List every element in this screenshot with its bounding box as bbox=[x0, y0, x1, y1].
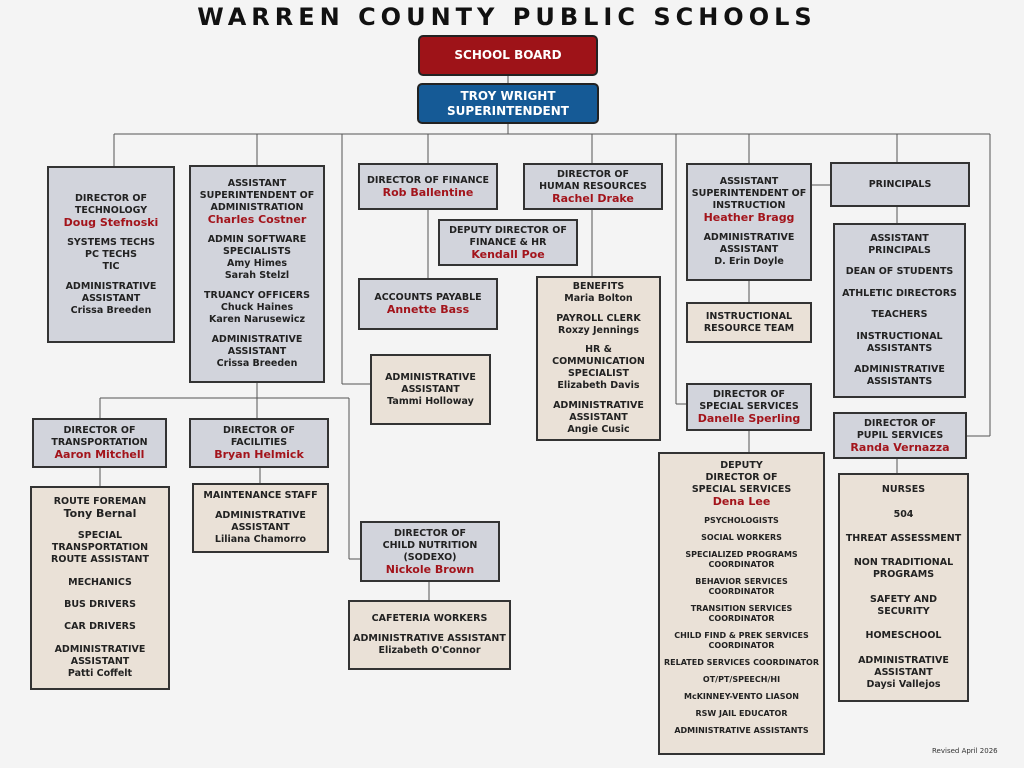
cafeteria-title: CAFETERIA WORKERS bbox=[371, 613, 488, 624]
transport-staff-item: MECHANICS bbox=[68, 576, 132, 588]
principals-label: PRINCIPALS bbox=[868, 178, 932, 190]
maintenance-admin-name: Liliana Chamorro bbox=[214, 534, 307, 545]
hr-box bbox=[523, 163, 663, 210]
asa-truancy-name: Karen Narusewicz bbox=[208, 314, 306, 325]
nutrition-title-2: CHILD NUTRITION bbox=[382, 539, 478, 551]
superintendent-name: TROY WRIGHT bbox=[460, 88, 556, 103]
transport-staff-item: ROUTE FOREMAN bbox=[53, 496, 147, 508]
superintendent-box bbox=[417, 83, 599, 124]
transport-staff-item: Patti Coffelt bbox=[67, 667, 133, 679]
dss-item: OT/PT/SPEECH/HI bbox=[702, 675, 781, 684]
facilities-name: Bryan Helmick bbox=[214, 448, 304, 461]
pupil-title-1: DIRECTOR OF bbox=[864, 417, 936, 429]
dss-title-2: DIRECTOR OF bbox=[705, 472, 778, 483]
asa-title-2: SUPERINTENDENT OF bbox=[199, 190, 315, 201]
school-board-box bbox=[418, 35, 598, 76]
principal-staff-item: INSTRUCTIONAL bbox=[856, 330, 943, 342]
hr-admin-2: ASSISTANT bbox=[569, 412, 628, 424]
asa-software-2: SPECIALISTS bbox=[223, 246, 291, 257]
pupil-staff-group bbox=[858, 655, 949, 691]
dss-item: SOCIAL WORKERS bbox=[701, 533, 782, 542]
tammi-title-2: ASSISTANT bbox=[401, 383, 460, 395]
asa-admin-2: ASSISTANT bbox=[227, 346, 287, 357]
deputy-special-services-box bbox=[658, 452, 825, 755]
principal-staff-item: ASSISTANT PRINCIPALS bbox=[868, 232, 931, 256]
technology-box bbox=[47, 166, 175, 343]
hrcomm-name: Elizabeth Davis bbox=[557, 380, 640, 392]
principal-staff-item-group bbox=[856, 331, 942, 355]
irt-line-1: INSTRUCTIONAL bbox=[705, 310, 793, 322]
hr-title-1: DIRECTOR OF bbox=[557, 168, 629, 180]
asa-title-3: ADMINISTRATION bbox=[210, 202, 304, 213]
principal-staff-item: DEAN OF STUDENTS bbox=[845, 266, 954, 278]
admin-assistant-superintendent-box bbox=[370, 354, 491, 425]
dss-item: COORDINATOR bbox=[708, 641, 775, 650]
principal-staff-item: ASSISTANTS bbox=[866, 342, 933, 354]
pupil-services-box bbox=[833, 412, 967, 459]
irt-line-2: RESOURCE TEAM bbox=[703, 322, 795, 334]
transport-staff-item: CAR DRIVERS bbox=[64, 621, 136, 633]
technology-item: SYSTEMS TECHS bbox=[67, 236, 155, 248]
technology-title-1: DIRECTOR OF bbox=[75, 192, 147, 204]
principals-box bbox=[830, 162, 970, 207]
dss-item: RSW JAIL EDUCATOR bbox=[695, 709, 788, 718]
school-board-label: SCHOOL BOARD bbox=[454, 48, 562, 62]
asi-title-1: ASSISTANT bbox=[719, 176, 779, 187]
asa-truancy-name: Chuck Haines bbox=[220, 302, 294, 313]
dss-item: COORDINATOR bbox=[708, 587, 775, 596]
payroll-title: PAYROLL CLERK bbox=[556, 312, 641, 324]
dss-item: PSYCHOLOGISTS bbox=[704, 516, 779, 525]
hr-name: Rachel Drake bbox=[552, 191, 634, 205]
asa-software-name: Amy Himes bbox=[227, 258, 287, 269]
principal-staff-item: ADMINISTRATIVE bbox=[854, 364, 945, 376]
instructional-resource-team-box bbox=[686, 302, 812, 343]
technology-admin-2: ASSISTANT bbox=[81, 292, 141, 304]
deputy-finance-box bbox=[438, 219, 578, 266]
hr-title-2: HUMAN RESOURCES bbox=[539, 180, 647, 192]
tammi-name: Tammi Holloway bbox=[387, 395, 474, 407]
deputy-finance-title-1: DEPUTY DIRECTOR OF bbox=[449, 224, 567, 236]
transportation-staff-box bbox=[30, 486, 170, 690]
dss-item: McKINNEY-VENTO LIASON bbox=[683, 692, 799, 701]
pupil-staff-item: 504 bbox=[893, 508, 914, 520]
asi-title-2: SUPERINTENDENT OF bbox=[691, 188, 807, 199]
dss-name: Dena Lee bbox=[712, 495, 771, 508]
asst-supt-instruction-box bbox=[686, 163, 812, 281]
transport-staff-item: ADMINISTRATIVE bbox=[54, 643, 146, 655]
benefits-title: BENEFITS bbox=[572, 281, 625, 292]
transport-staff-item: SPECIAL bbox=[77, 530, 123, 542]
asi-name: Heather Bragg bbox=[703, 211, 795, 224]
cafeteria-box bbox=[348, 600, 511, 670]
technology-admin-1: ADMINISTRATIVE bbox=[65, 280, 157, 292]
pupil-staff-item: SECURITY bbox=[877, 605, 930, 617]
dss-item: COORDINATOR bbox=[708, 614, 775, 623]
hr-admin-name: Angie Cusic bbox=[567, 424, 630, 436]
principal-staff-item: ATHLETIC DIRECTORS bbox=[842, 287, 957, 299]
hrcomm-title-1: HR & COMMUNICATION bbox=[552, 344, 645, 368]
technology-title-2: TECHNOLOGY bbox=[74, 204, 148, 216]
dss-item: ADMINISTRATIVE ASSISTANTS bbox=[674, 726, 809, 735]
pupil-name: Randa Vernazza bbox=[850, 440, 950, 454]
pupil-staff-item: ASSISTANT bbox=[874, 666, 933, 678]
special-title-1: DIRECTOR OF bbox=[713, 389, 785, 400]
asa-title-1: ASSISTANT bbox=[227, 178, 287, 189]
pupil-staff-item: THREAT ASSESSMENT bbox=[845, 533, 962, 545]
transport-staff-item: ROUTE ASSISTANT bbox=[51, 554, 149, 566]
pupil-staff-item: ADMINISTRATIVE bbox=[858, 654, 949, 666]
special-title-2: SPECIAL SERVICES bbox=[699, 401, 799, 412]
nutrition-title-1: DIRECTOR OF bbox=[394, 527, 466, 539]
pupil-staff-group bbox=[854, 557, 953, 581]
cafeteria-admin-name: Elizabeth O'Connor bbox=[378, 645, 481, 656]
accounts-payable-box bbox=[358, 278, 498, 330]
principal-staff-item: TEACHERS bbox=[871, 309, 928, 321]
benefits-name: Maria Bolton bbox=[564, 293, 633, 304]
pupil-staff-item: NURSES bbox=[881, 484, 926, 496]
technology-item: PC TECHS bbox=[85, 248, 137, 260]
transport-staff-item: TRANSPORTATION bbox=[51, 542, 149, 554]
principal-staff-box bbox=[833, 223, 966, 398]
transport-title-2: TRANSPORTATION bbox=[51, 437, 148, 448]
asa-name: Charles Costner bbox=[207, 213, 307, 226]
transport-staff-item: BUS DRIVERS bbox=[64, 599, 136, 611]
maintenance-title: MAINTENANCE STAFF bbox=[203, 490, 318, 501]
hr-staff-box bbox=[536, 276, 661, 441]
transport-name: Aaron Mitchell bbox=[54, 448, 145, 461]
accounts-title: ACCOUNTS PAYABLE bbox=[374, 292, 482, 303]
accounts-name: Annette Bass bbox=[386, 303, 470, 316]
maintenance-admin-2: ASSISTANT bbox=[231, 522, 290, 533]
dss-item: CHILD FIND & PREK SERVICES bbox=[674, 631, 809, 640]
pupil-staff-item: PROGRAMS bbox=[872, 569, 935, 581]
transport-staff-group bbox=[55, 644, 146, 680]
dss-item: TRANSITION SERVICES bbox=[690, 604, 793, 613]
superintendent-title: SUPERINTENDENT bbox=[447, 103, 569, 118]
hr-admin-1: ADMINISTRATIVE bbox=[553, 400, 644, 412]
payroll-name: Roxzy Jennings bbox=[558, 324, 639, 336]
dss-item: BEHAVIOR SERVICES bbox=[695, 577, 788, 586]
facilities-box bbox=[189, 418, 329, 468]
transport-staff-item: Tony Bernal bbox=[63, 507, 137, 521]
dss-item: COORDINATOR bbox=[708, 560, 775, 569]
dss-item: SPECIALIZED PROGRAMS bbox=[685, 550, 798, 559]
pupil-staff-group bbox=[870, 594, 937, 618]
special-name: Danelle Sperling bbox=[697, 412, 801, 425]
asi-admin-1: ADMINISTRATIVE bbox=[703, 232, 795, 243]
technology-item: TIC bbox=[102, 260, 120, 272]
facilities-title: DIRECTOR OF FACILITIES bbox=[223, 425, 295, 448]
maintenance-box bbox=[192, 483, 329, 553]
nutrition-name: Nickole Brown bbox=[385, 562, 475, 576]
technology-admin-name: Crissa Breeden bbox=[70, 304, 152, 316]
pupil-staff-box bbox=[838, 473, 969, 702]
finance-title: DIRECTOR OF FINANCE bbox=[367, 174, 489, 186]
asi-admin-name: D. Erin Doyle bbox=[714, 256, 784, 267]
dss-title-1: DEPUTY bbox=[720, 460, 763, 471]
principal-staff-item-group bbox=[854, 364, 945, 388]
transport-staff-group bbox=[51, 530, 149, 566]
pupil-title-2: PUPIL SERVICES bbox=[856, 429, 944, 441]
deputy-finance-title-2: FINANCE & HR bbox=[469, 236, 547, 248]
transport-staff-item: ASSISTANT bbox=[70, 655, 130, 667]
asa-software-name: Sarah Stelzl bbox=[224, 270, 290, 281]
pupil-staff-item: Daysi Vallejos bbox=[866, 678, 941, 690]
asi-admin-2: ASSISTANT bbox=[719, 244, 779, 255]
principal-staff-item: ASSISTANTS bbox=[866, 376, 933, 388]
cafeteria-admin: ADMINISTRATIVE ASSISTANT bbox=[353, 633, 506, 644]
asst-supt-administration-box bbox=[189, 165, 325, 383]
finance-name: Rob Ballentine bbox=[382, 185, 474, 199]
deputy-finance-name: Kendall Poe bbox=[471, 247, 545, 261]
page-title: WARREN COUNTY PUBLIC SCHOOLS bbox=[197, 3, 817, 31]
asa-admin-name: Crissa Breeden bbox=[216, 358, 298, 369]
pupil-staff-item: HOMESCHOOL bbox=[865, 630, 942, 642]
transport-staff-group bbox=[54, 496, 147, 520]
revised-date: Revised April 2026 bbox=[932, 747, 998, 755]
finance-box bbox=[358, 163, 498, 210]
nutrition-title-3: (SODEXO) bbox=[403, 551, 457, 563]
hrcomm-title-2: SPECIALIST bbox=[567, 368, 630, 380]
dss-item: RELATED SERVICES COORDINATOR bbox=[663, 658, 819, 667]
maintenance-admin-1: ADMINISTRATIVE bbox=[215, 510, 306, 521]
dss-title-3: SPECIAL SERVICES bbox=[691, 484, 792, 495]
technology-director-name: Doug Stefnoski bbox=[63, 215, 159, 229]
asa-admin-1: ADMINISTRATIVE bbox=[211, 334, 303, 345]
special-services-box bbox=[686, 383, 812, 431]
pupil-staff-item: NON TRADITIONAL bbox=[853, 557, 954, 569]
asi-title-3: INSTRUCTION bbox=[712, 200, 786, 211]
child-nutrition-box bbox=[360, 521, 500, 582]
tammi-title-1: ADMINISTRATIVE bbox=[385, 371, 476, 383]
transport-title-1: DIRECTOR OF bbox=[63, 425, 136, 436]
asa-software-1: ADMIN SOFTWARE bbox=[207, 234, 307, 245]
asa-truancy: TRUANCY OFFICERS bbox=[204, 290, 310, 301]
transportation-box bbox=[32, 418, 167, 468]
pupil-staff-item: SAFETY AND bbox=[869, 593, 938, 605]
